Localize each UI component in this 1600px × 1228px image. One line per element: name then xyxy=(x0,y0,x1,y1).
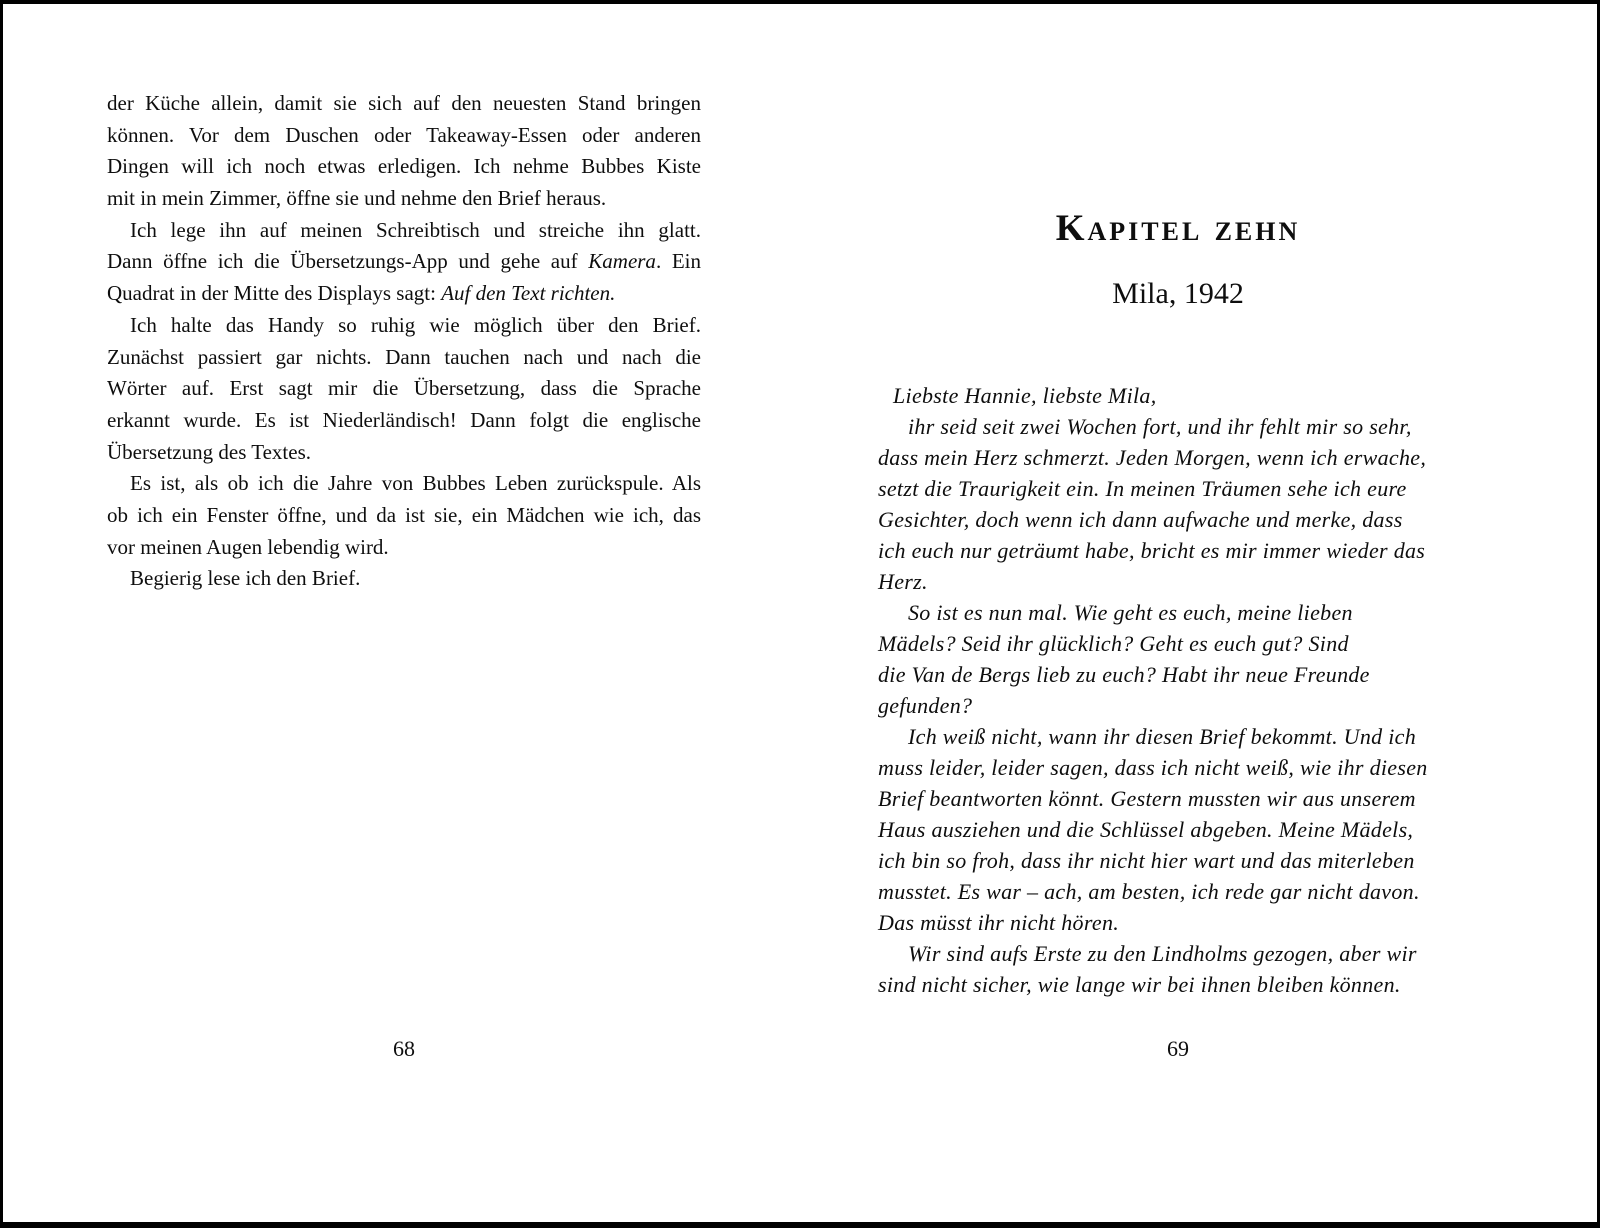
chapter-subtitle: Mila, 1942 xyxy=(1112,277,1244,310)
left-page-text xyxy=(107,88,701,595)
body-text-line: der Küche allein, damit sie sich auf den neuesten Stand bringen xyxy=(107,91,701,115)
body-text-line: erkannt wurde. Es ist Niederländisch! Dann folgt die englische xyxy=(107,407,701,432)
letter-line: Wir sind aufs Erste zu den Lindholms gezogen, aber wir xyxy=(908,941,1417,966)
body-text-line: vor meinen Augen lebendig wird. xyxy=(107,534,389,559)
letter-line: muss leider, leider sagen, dass ich nicht weiß, wie ihr diesen xyxy=(878,755,1428,780)
body-text-line: Zunächst passiert gar nichts. Dann tauchen nach und nach die xyxy=(107,344,701,369)
letter-line: ich euch nur geträumt habe, bricht es mir immer wieder das xyxy=(878,538,1426,563)
letter-line: Gesichter, doch wenn ich dann aufwache und merke, dass xyxy=(878,507,1403,532)
letter-line: setzt die Traurigkeit ein. In meinen Träumen sehe ich eure xyxy=(878,476,1407,501)
letter-line: Brief beantworten könnt. Gestern mussten wir aus unserem xyxy=(878,786,1416,811)
letter-line: Haus ausziehen und die Schlüssel abgeben. Meine Mädels, xyxy=(878,817,1414,842)
letter-line: So ist es nun mal. Wie geht es euch, meine lieben xyxy=(908,600,1353,625)
letter-line: musstet. Es war – ach, am besten, ich rede gar nicht davon. xyxy=(878,879,1420,904)
letter-line: Herz. xyxy=(878,569,928,594)
body-text-line: Dann öffne ich die Übersetzungs-App und gehe auf Kamera. Ein xyxy=(107,249,701,274)
body-text-line: Übersetzung des Textes. xyxy=(107,439,312,464)
letter-line: Mädels? Seid ihr glücklich? Geht es euch gut? Sind xyxy=(878,631,1349,656)
letter-line: die Van de Bergs lieb zu euch? Habt ihr neue Freunde xyxy=(878,662,1370,687)
chapter-title: Kapitel zehn xyxy=(1055,208,1301,249)
body-text-line: können. Vor dem Duschen oder Takeaway-Essen oder anderen xyxy=(107,122,701,147)
body-text-line: mit in mein Zimmer, öffne sie und nehme den Brief heraus. xyxy=(107,186,607,211)
body-text-line: Es ist, als ob ich die Jahre von Bubbes Leben zurückspule. Als xyxy=(130,471,701,496)
body-text-line: Begierig lese ich den Brief. xyxy=(130,566,361,591)
letter-text xyxy=(878,380,1482,1000)
letter-line: ich bin so froh, dass ihr nicht hier wart und das miterleben xyxy=(878,848,1415,873)
letter-line: Das müsst ihr nicht hören. xyxy=(878,910,1120,935)
letter-line: gefunden? xyxy=(878,693,973,718)
page-right xyxy=(800,0,1600,1228)
right-page-number: 69 xyxy=(1167,1036,1189,1061)
body-text-line: ob ich ein Fenster öffne, und da ist sie, ein Mädchen wie ich, das xyxy=(107,502,701,527)
letter-line: Liebste Hannie, liebste Mila, xyxy=(893,383,1157,408)
letter-line: ihr seid seit zwei Wochen fort, und ihr fehlt mir so sehr, xyxy=(908,414,1412,439)
letter-line: sind nicht sicher, wie lange wir bei ihnen bleiben können. xyxy=(878,972,1401,997)
letter-line: Ich weiß nicht, wann ihr diesen Brief bekommt. Und ich xyxy=(908,724,1417,749)
left-page-number: 68 xyxy=(393,1036,415,1061)
body-text-line: Dingen will ich noch etwas erledigen. Ich nehme Bubbes Kiste xyxy=(107,154,701,179)
body-text-line: Ich lege ihn auf meinen Schreibtisch und streiche ihn glatt. xyxy=(130,217,701,242)
letter-line: dass mein Herz schmerzt. Jeden Morgen, wenn ich erwache, xyxy=(878,445,1427,470)
body-text-line: Wörter auf. Erst sagt mir die Übersetzung, dass die Sprache xyxy=(107,376,701,401)
body-text-line: Ich halte das Handy so ruhig wie möglich über den Brief. xyxy=(130,312,701,337)
body-text-line: Quadrat in der Mitte des Displays sagt: Auf den Text richten. xyxy=(107,281,616,306)
